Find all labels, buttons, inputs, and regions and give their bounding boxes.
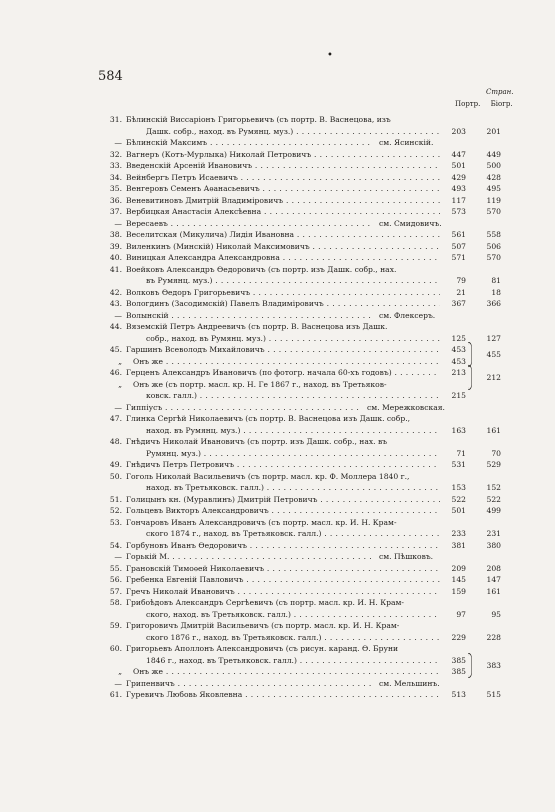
- portrait-page: 21: [456, 287, 466, 297]
- entry-number: „: [118, 356, 122, 366]
- portrait-page: 117: [451, 195, 466, 205]
- entry-number: 61.: [109, 690, 122, 699]
- toc-entry: [0, 206, 555, 218]
- biography-page: 380: [486, 540, 501, 550]
- toc-entry: [0, 574, 555, 586]
- toc-entry: [0, 448, 555, 460]
- entry-number: „: [118, 667, 122, 676]
- portrait-page: 453: [451, 356, 466, 366]
- biography-page: 428: [486, 172, 501, 182]
- toc-entry: [0, 586, 555, 598]
- toc-entry: [0, 517, 555, 529]
- toc-entry: [0, 632, 555, 644]
- toc-entry: [0, 620, 555, 632]
- entry-number: —: [114, 678, 122, 688]
- entry-title: собр., наход. въ Румянц. муз.) . . .: [146, 333, 440, 345]
- toc-entry: [0, 114, 555, 126]
- portrait-page: 513: [451, 690, 466, 699]
- biography-page: 201: [486, 126, 501, 136]
- entry-title: ковск. галл.) . . .: [146, 390, 440, 402]
- portrait-page: 97: [456, 609, 466, 619]
- portrait-page: 531: [451, 460, 466, 469]
- entry-number: —: [114, 138, 122, 147]
- cross-reference: см. Пѣшковъ.: [379, 552, 434, 561]
- entry-title: Веневитиновъ Дмитрій Владиміровичъ . . .: [126, 195, 440, 207]
- toc-entry: [0, 298, 555, 310]
- entry-title: Введенскій Арсеній Ивановичъ . . .: [126, 160, 440, 172]
- toc-entry: [0, 275, 555, 287]
- entry-title: Венгеровъ Семенъ Аѳанасьевичъ . . .: [126, 183, 440, 195]
- toc-entry: [0, 241, 555, 253]
- portrait-page: 385: [451, 655, 466, 665]
- portrait-page: 507: [451, 241, 466, 251]
- biography-page: 522: [486, 494, 501, 504]
- entry-title: Гребенка Евгеній Павловичъ . . .: [126, 574, 440, 586]
- dot-mark: •: [327, 50, 333, 61]
- entry-title: Вейнбергъ Петръ Исаевичъ . . .: [126, 172, 440, 184]
- entry-number: —: [114, 310, 122, 320]
- toc-entry: [0, 310, 555, 322]
- biography-page: 228: [486, 632, 501, 642]
- biography-page: 81: [491, 276, 501, 285]
- biography-page: 208: [486, 563, 501, 573]
- biography-page: 499: [486, 506, 501, 515]
- toc-entry: [0, 655, 555, 670]
- toc-entry: [0, 609, 555, 621]
- pages-header-label: Стран.: [486, 88, 514, 96]
- portrait-page: 153: [451, 483, 466, 492]
- entry-title: Глинка Сергѣй Николаевичъ (съ портр. В. Васнецова изъ Дашк. собр.,: [126, 414, 411, 423]
- entry-number: 58.: [109, 598, 122, 607]
- entry-number: 38.: [109, 230, 122, 239]
- portrait-page: 71: [456, 448, 466, 458]
- portrait-page: 215: [451, 391, 466, 400]
- toc-entry: [0, 321, 555, 333]
- entry-title: Гиппіусъ: [126, 402, 163, 412]
- entry-title: Дашк. собр., наход. въ Румянц. муз.) . . .: [146, 126, 440, 138]
- entry-title: Румянц. муз.) . . .: [146, 448, 440, 460]
- toc-entry: [0, 183, 555, 195]
- biography-page: 152: [486, 483, 501, 492]
- toc-entry: [0, 287, 555, 299]
- entry-number: 44.: [109, 322, 122, 331]
- dot-leader: [126, 678, 372, 690]
- entry-title: Бѣлинскій Виссаріонъ Григорьевичъ (съ портр. В. Васнецова, изъ: [126, 115, 391, 124]
- entry-title: наход. въ Третьяковск. галл.) . . .: [146, 482, 440, 494]
- portrait-column-header: Портр.: [455, 100, 481, 108]
- entry-title: Онъ же (съ портр. масл. кр. Н. Ге 1867 г., наход. въ Третьяков-: [133, 379, 387, 389]
- biography-page: 570: [486, 253, 501, 262]
- entry-title: Гнѣдичъ Петръ Петровичъ . . .: [126, 459, 440, 471]
- biography-page: 570: [486, 207, 501, 216]
- entry-title: Волковъ Ѳедоръ Григорьевичъ . . .: [126, 287, 440, 299]
- entry-title: ского 1874 г., наход. въ Третьяковск. галл.) . . .: [146, 528, 440, 540]
- entry-number: 55.: [109, 563, 122, 573]
- toc-entry: [0, 494, 555, 506]
- dot-leader: [126, 137, 372, 149]
- entry-number: —: [114, 218, 122, 228]
- portrait-page: 145: [451, 575, 466, 584]
- entry-title: ского, наход. въ Третьяковск. галл.) . . .: [146, 609, 440, 621]
- entry-title: Горбуновъ Иванъ Ѳедоровичъ . . .: [126, 540, 440, 552]
- toc-entry: [0, 563, 555, 575]
- entry-number: 42.: [109, 287, 122, 297]
- portrait-page: 79: [456, 276, 466, 285]
- portrait-page: 385: [451, 667, 466, 676]
- entry-number: „: [118, 379, 122, 389]
- portrait-page: 453: [451, 345, 466, 354]
- cross-reference: см. Смидовичъ.: [379, 218, 442, 228]
- entry-number: 34.: [109, 172, 122, 182]
- toc-entry: [0, 425, 555, 437]
- entry-number: 50.: [109, 471, 122, 481]
- portrait-page: 493: [451, 184, 466, 193]
- entry-number: —: [114, 402, 122, 412]
- biography-page: 449: [486, 149, 501, 159]
- toc-entry: [0, 459, 555, 471]
- biography-page: 212: [486, 373, 501, 382]
- biography-page: 529: [486, 460, 501, 469]
- toc-entry: [0, 413, 555, 425]
- portrait-page: 501: [451, 161, 466, 170]
- entry-number: 36.: [109, 195, 122, 205]
- toc-entry: [0, 126, 555, 138]
- entry-title: Гречъ Николай Ивановичъ . . .: [126, 586, 440, 598]
- entry-title: Герценъ Александръ Ивановичъ (по фотогр. начала 60-хъ годовъ) . . .: [126, 367, 440, 379]
- biography-page: 147: [486, 575, 501, 584]
- entry-number: 35.: [109, 184, 122, 193]
- toc-entry: [0, 482, 555, 494]
- biography-page: 495: [486, 184, 501, 193]
- entry-number: 52.: [109, 506, 122, 515]
- table-of-contents: [0, 114, 555, 701]
- toc-entry: [0, 379, 555, 391]
- entry-number: 53.: [109, 517, 122, 527]
- portrait-page: 209: [451, 563, 466, 573]
- entry-number: 56.: [109, 575, 122, 584]
- biography-column-header: Біогр.: [490, 100, 513, 108]
- toc-entry: [0, 137, 555, 149]
- dot-leader: [126, 218, 372, 230]
- entry-title: Гоголь Николай Васильевичъ (съ портр. масл. кр. Ф. Моллера 1840 г.,: [126, 471, 410, 481]
- entry-title: Гуревичъ Любовь Яковлевна . . .: [126, 689, 440, 701]
- entry-title: Гаршинъ Всеволодъ Михайловичъ . . .: [126, 344, 440, 356]
- entry-number: 54.: [109, 540, 122, 550]
- entry-title: Гольцевъ Викторъ Александровичъ . . .: [126, 505, 440, 517]
- entry-number: 37.: [109, 207, 122, 216]
- toc-entry: [0, 689, 555, 701]
- entry-title: Волынскій: [126, 310, 169, 320]
- entry-number: 46.: [109, 368, 122, 377]
- entry-title: наход. въ Румянц. муз.) . . .: [146, 425, 440, 437]
- toc-entry: [0, 160, 555, 172]
- toc-entry: [0, 356, 555, 368]
- entry-title: Вагнеръ (Котъ-Мурлыка) Николай Петровичъ . . .: [126, 149, 440, 161]
- portrait-page: 233: [451, 529, 466, 538]
- entry-title: Грипенвичъ: [126, 678, 175, 688]
- entry-number: 31.: [109, 115, 122, 124]
- entry-number: 32.: [109, 149, 122, 159]
- portrait-page: 229: [451, 632, 466, 642]
- toc-entry: [0, 390, 555, 402]
- entry-number: 57.: [109, 586, 122, 596]
- portrait-page: 163: [451, 425, 466, 435]
- biography-page: 366: [486, 299, 501, 308]
- portrait-page: 213: [451, 368, 466, 377]
- biography-page: 558: [486, 230, 501, 239]
- cross-reference: см. Мережковская.: [367, 402, 445, 412]
- toc-entry: [0, 643, 555, 655]
- entry-number: 40.: [109, 253, 122, 262]
- entry-title: Грибоѣдовъ Александръ Сергѣевичъ (съ портр. масл. кр. И. Н. Крам-: [126, 598, 404, 607]
- toc-entry: [0, 218, 555, 230]
- biography-page: 506: [486, 241, 501, 251]
- column-headers: [455, 100, 513, 108]
- entry-number: 41.: [109, 264, 122, 274]
- portrait-page: 573: [451, 207, 466, 216]
- toc-entry: [0, 367, 555, 382]
- entry-number: 48.: [109, 437, 122, 446]
- toc-entry: [0, 252, 555, 264]
- entry-title: Григоровичъ Дмитрій Васильевичъ (съ портр. масл. кр. И. Н. Крам-: [126, 621, 400, 630]
- portrait-page: 125: [451, 333, 466, 343]
- entry-title: Бѣлинскій Максимъ: [126, 138, 208, 147]
- entry-number: 60.: [109, 644, 122, 653]
- entry-number: 45.: [109, 345, 122, 354]
- entry-title: въ Румянц. муз.) . . .: [146, 275, 440, 287]
- biography-page: 515: [486, 690, 501, 699]
- portrait-page: 447: [451, 149, 466, 159]
- biography-page: 455: [486, 350, 501, 359]
- entry-title: Горькій М.: [126, 552, 170, 561]
- entry-title: 1846 г., наход. въ Третьяковск. галл.) . . .: [146, 655, 440, 667]
- entry-title: Онъ же . . .: [133, 356, 440, 368]
- toc-entry: [0, 540, 555, 552]
- portrait-page: 203: [451, 126, 466, 136]
- entry-number: 43.: [109, 299, 122, 308]
- toc-entry: [0, 402, 555, 414]
- entry-title: Веселитская (Микулича) Лидія Ивановна . . .: [126, 229, 440, 241]
- toc-entry: [0, 471, 555, 483]
- toc-entry: [0, 666, 555, 678]
- toc-entry: [0, 229, 555, 241]
- biography-page: 127: [486, 333, 501, 343]
- portrait-page: 561: [451, 230, 466, 239]
- biography-page: 500: [486, 161, 501, 170]
- entry-title: Виленкинъ (Минскій) Николай Максимовичъ . . .: [126, 241, 440, 253]
- portrait-page: 429: [451, 172, 466, 182]
- toc-entry: [0, 264, 555, 276]
- entry-title: Гончаровъ Иванъ Александровичъ (съ портр. масл. кр. И. Н. Крам-: [126, 517, 397, 527]
- biography-page: 231: [486, 529, 501, 538]
- toc-entry: [0, 149, 555, 161]
- portrait-page: 367: [451, 299, 466, 308]
- entry-title: Вербицкая Анастасія Алексѣевна . . .: [126, 206, 440, 218]
- toc-entry: [0, 597, 555, 609]
- dot-leader: [126, 310, 372, 322]
- entry-number: 51.: [109, 494, 122, 504]
- entry-title: Виницкая Александра Александровна . . .: [126, 252, 440, 264]
- toc-entry: [0, 436, 555, 448]
- dot-leader: [126, 402, 360, 414]
- biography-page: 70: [491, 448, 501, 458]
- toc-entry: [0, 551, 555, 563]
- biography-page: 383: [486, 660, 501, 670]
- entry-title: Воейковъ Александръ Ѳедоровичъ (съ портр. изъ Дашк. собр., нах.: [126, 264, 397, 274]
- cross-reference: см. Флексеръ.: [379, 310, 436, 320]
- entry-number: 33.: [109, 161, 122, 170]
- toc-entry: [0, 195, 555, 207]
- biography-page: 119: [486, 195, 501, 205]
- dot-leader: [126, 551, 372, 563]
- entry-number: 39.: [109, 241, 122, 251]
- entry-title: ского 1876 г., наход. въ Третьяковск. галл.) . . .: [146, 632, 440, 644]
- biography-page: 161: [486, 425, 501, 435]
- toc-entry: [0, 678, 555, 690]
- toc-entry: [0, 172, 555, 184]
- cross-reference: см. Мельшинъ.: [379, 678, 440, 688]
- portrait-page: 501: [451, 506, 466, 515]
- entry-title: Гнѣдичъ Николай Ивановичъ (съ портр. изъ Дашк. собр., нах. въ: [126, 437, 388, 446]
- entry-number: 47.: [109, 414, 122, 423]
- entry-title: Голицынъ кн. (Муравлинъ) Дмитрій Петровичъ . . .: [126, 494, 440, 506]
- portrait-page: 571: [451, 253, 466, 262]
- entry-title: Грановскій Тимоѳей Николаевичъ . . .: [126, 563, 440, 575]
- biography-page: 161: [486, 586, 501, 596]
- toc-entry: [0, 344, 555, 359]
- entry-title: Вологдинъ (Засодимскій) Павелъ Владиміровичъ . . .: [126, 298, 440, 310]
- toc-entry: [0, 333, 555, 345]
- entry-number: 49.: [109, 460, 122, 469]
- entry-number: —: [114, 552, 122, 561]
- cross-reference: см. Ясинскій.: [379, 138, 434, 147]
- entry-title: Вяземскій Петръ Андреевичъ (съ портр. В. Васнецова изъ Дашк.: [126, 322, 388, 331]
- page-number: 584: [98, 69, 123, 84]
- portrait-page: 522: [451, 494, 466, 504]
- entry-title: Онъ же . . .: [133, 666, 440, 678]
- entry-title: Григорьевъ Аполлонъ Александровичъ (съ рисун. каранд. Ѳ. Бруни: [126, 644, 399, 653]
- portrait-page: 159: [451, 586, 466, 596]
- biography-page: 95: [491, 609, 501, 619]
- portrait-page: 381: [451, 540, 466, 550]
- toc-entry: [0, 528, 555, 540]
- toc-entry: [0, 505, 555, 517]
- entry-number: 59.: [109, 621, 122, 630]
- entry-title: Вересаевъ: [126, 218, 168, 228]
- biography-page: 18: [491, 287, 501, 297]
